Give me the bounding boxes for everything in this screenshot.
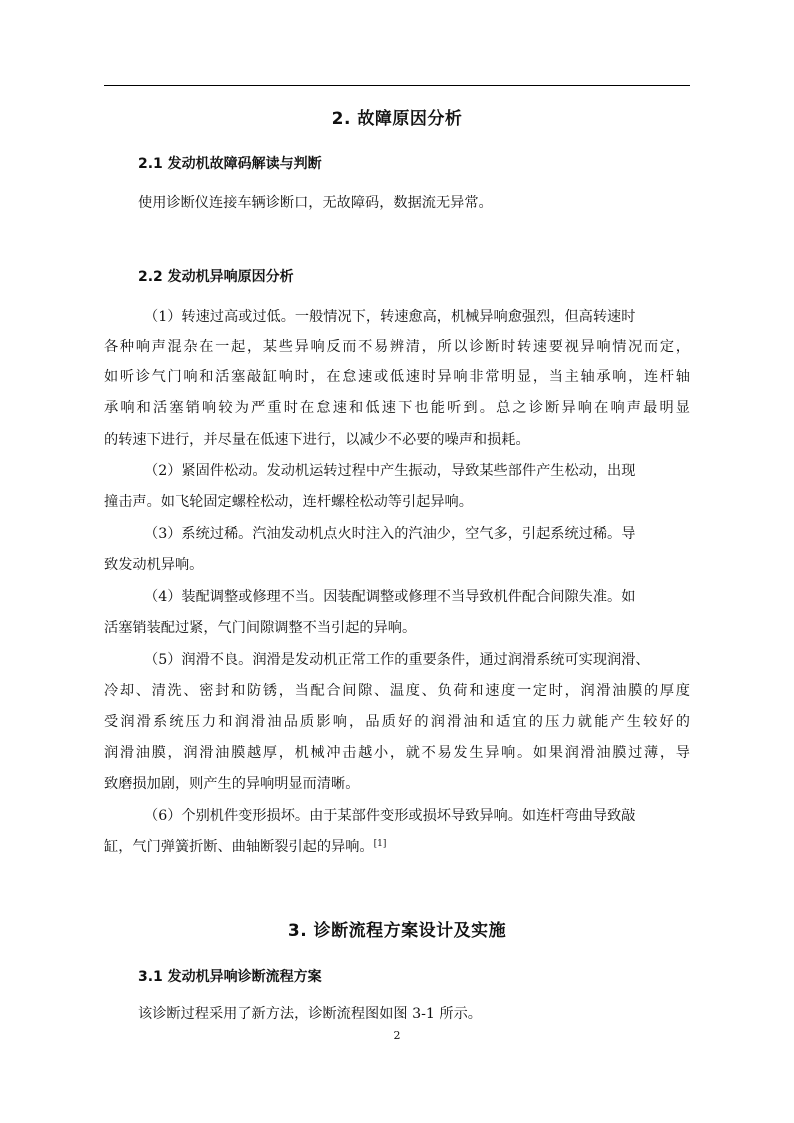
section-2-1-text: 使用诊断仪连接车辆诊断口，无故障码，数据流无异常。 [138,195,493,211]
paragraph-line: （1）转速过高或过低。一般情况下，转速愈高，机械异响愈强烈，但高转速时 [144,309,636,325]
paragraph-line: 润滑油膜，润滑油膜越厚，机械冲击越小，就不易发生异响。如果润滑油膜过薄，导 [104,745,690,761]
section-3-1-text: 该诊断过程采用了新方法，诊断流程图如图 3-1 所示。 [138,1006,482,1022]
paragraph-line: 各种响声混杂在一起，某些异响反而不易辨清，所以诊断时转速要视异响情况而定， [104,339,690,355]
citation-marker[interactable]: [1] [373,839,387,849]
header-rule [104,85,690,86]
paragraph-line: 承响和活塞销响较为严重时在怠速和低速下也能听到。总之诊断异响在响声最明显 [104,400,690,416]
page-number: 2 [393,1029,401,1042]
section-2-heading: 2. 故障原因分析 [331,109,463,129]
paragraph-line: 撞击声。如飞轮固定螺栓松动，连杆螺栓松动等引起异响。 [104,494,473,510]
section-3-1-heading: 3.1 发动机异响诊断流程方案 [138,969,322,985]
paragraph-line: 致磨损加剧，则产生的异响明显而清晰。 [104,776,360,792]
paragraph-line: 如听诊气门响和活塞敲缸响时，在怠速或低速时异响非常明显，当主轴承响，连杆轴 [104,369,690,385]
paragraph-line: （5）润滑不良。润滑是发动机正常工作的重要条件，通过润滑系统可实现润滑、 [144,652,650,668]
paragraph-line [104,837,690,857]
section-3-heading: 3. 诊断流程方案设计及实施 [287,921,507,941]
paragraph-line: （3）系统过稀。汽油发动机点火时注入的汽油少，空气多，引起系统过稀。导 [144,526,636,542]
section-2-2-heading: 2.2 发动机异响原因分析 [138,269,294,285]
paragraph-line: （2）紧固件松动。发动机运转过程中产生振动，导致某些部件产生松动，出现 [144,463,636,479]
section-2-1-heading: 2.1 发动机故障码解读与判断 [138,156,322,172]
paragraph-line: 致发动机异响。 [104,557,204,573]
paragraph-line: 活塞销装配过紧，气门间隙调整不当引起的异响。 [104,620,417,636]
paragraph-line: 冷却、清洗、密封和防锈，当配合间隙、温度、负荷和速度一定时，润滑油膜的厚度 [104,683,690,699]
paragraph-line: （4）装配调整或修理不当。因装配调整或修理不当导致机件配合间隙失准。如 [144,589,636,605]
paragraph-line-text: 缸，气门弹簧折断、曲轴断裂引起的异响。 [104,839,374,855]
paragraph-line: 受润滑系统压力和润滑油品质影响，品质好的润滑油和适宜的压力就能产生较好的 [104,714,690,730]
paragraph-line: 的转速下进行，并尽量在低速下进行，以减少不必要的噪声和损耗。 [104,432,530,448]
paragraph-line: （6）个别机件变形损坏。由于某部件变形或损坏导致异响。如连杆弯曲导致敲 [144,808,636,824]
